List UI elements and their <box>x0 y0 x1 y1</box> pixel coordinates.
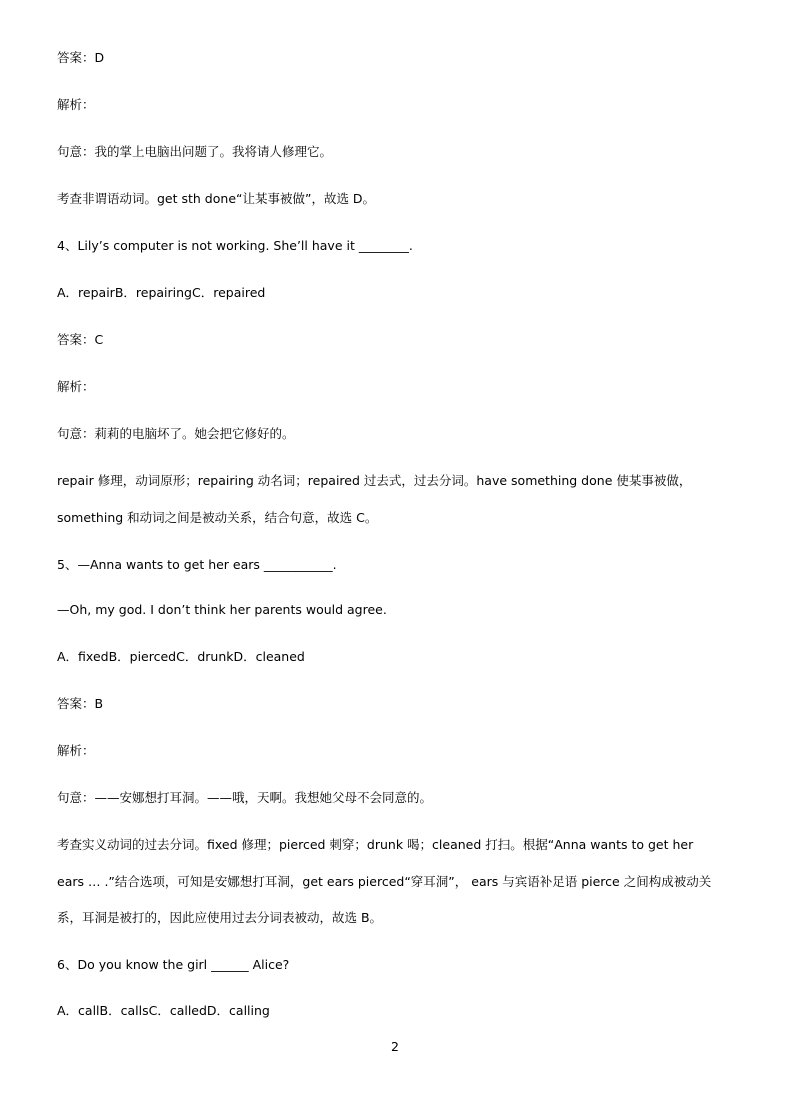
explanation-line: 考查非谓语动词。get sth done“让某事被做”，故选 D。 <box>57 191 376 206</box>
question-4-options: A．repairB．repairingC．repaired <box>57 285 266 300</box>
question-6-options: A．callB．callsC．calledD．calling <box>57 1003 270 1018</box>
translation-line: 句意：莉莉的电脑坏了。她会把它修好的。 <box>57 426 295 441</box>
explanation-line: repair 修理，动词原形；repairing 动名词；repaired 过去式，过去分词。have something done 使某事被做， <box>57 473 692 488</box>
explanation-line: ears … .”结合选项，可知是安娜想打耳洞，get ears pierced“穿耳洞”， ears 与宾语补足语 pierce 之间构成被动关 <box>57 874 712 889</box>
page-number: 2 <box>391 1039 399 1054</box>
analysis-label: 解析： <box>57 743 95 758</box>
explanation-line: something 和动词之间是被动关系，结合句意，故选 C。 <box>57 510 378 525</box>
answer-line: 答案：B <box>57 696 104 711</box>
translation-line: 句意：——安娜想打耳洞。——哦，天啊。我想她父母不会同意的。 <box>57 790 433 805</box>
answer-line: 答案：D <box>57 50 105 65</box>
explanation-line: 系，耳洞是被打的，因此应使用过去分词表被动，故选 B。 <box>57 910 383 925</box>
question-5-options: A．fixedB．piercedC．drunkD．cleaned <box>57 649 305 664</box>
analysis-label: 解析： <box>57 379 95 394</box>
explanation-line: 考查实义动词的过去分词。fixed 修理；pierced 刺穿；drunk 喝；cleaned 打扫。根据“Anna wants to get her <box>57 837 694 852</box>
analysis-label: 解析： <box>57 97 95 112</box>
question-4: 4、Lily’s computer is not working. She’ll have it ________. <box>57 238 413 253</box>
translation-line: 句意：我的掌上电脑出问题了。我将请人修理它。 <box>57 144 333 159</box>
question-5-reply: —Oh, my god. I don’t think her parents would agree. <box>57 602 387 617</box>
question-6: 6、Do you know the girl ______ Alice? <box>57 957 290 972</box>
question-5: 5、—Anna wants to get her ears ___________. <box>57 557 337 572</box>
answer-line: 答案：C <box>57 332 104 347</box>
